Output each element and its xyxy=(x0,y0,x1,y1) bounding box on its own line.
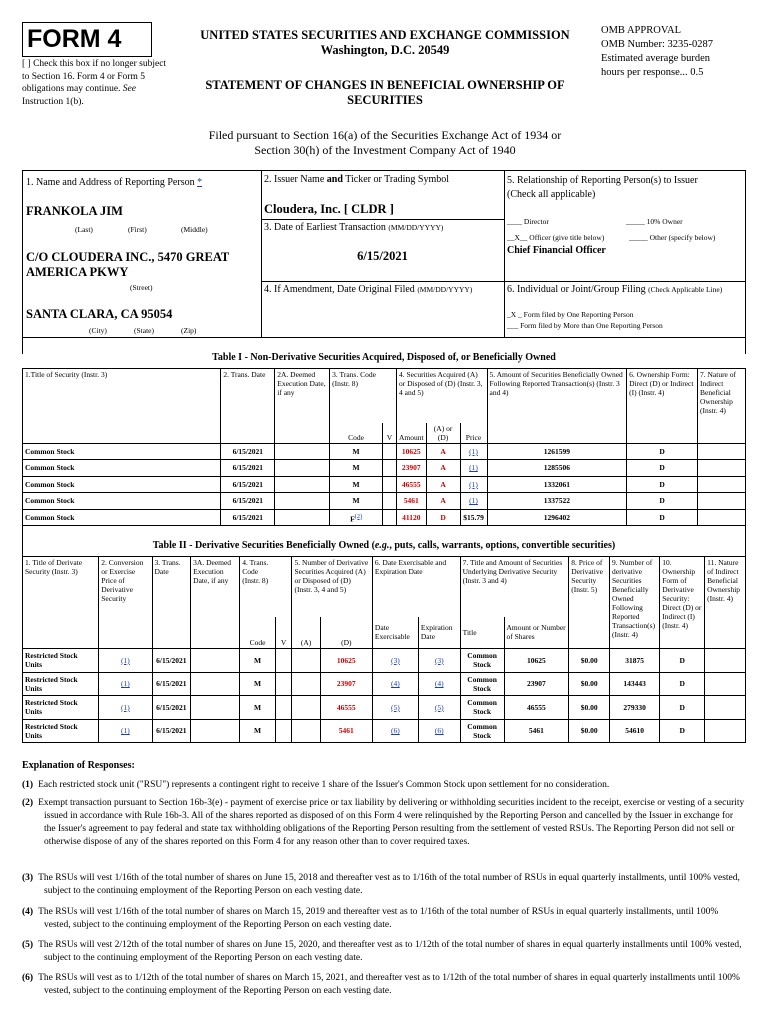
agency-line2: Washington, D.C. 20549 xyxy=(320,43,450,57)
footnote-link[interactable]: (6) xyxy=(434,726,444,736)
table1 xyxy=(22,368,746,526)
director-option[interactable]: ____ Director xyxy=(507,217,549,226)
table-row: Common Stock 6/15/2021 $F^{(2)}$ 41120 D $15.79 1296402 D xyxy=(23,509,746,526)
footnote-2: (2) Exempt transaction pursuant to Section 16b-3(e) - payment of exercise price or tax liability by delivering or withholding securities incident to the receipt, exercise or vesting of a security issued in accordance with Rule 16b-3. All of the shares reported as disposed of on this Form 4 were relinquished by the Reporting Person and cancelled by the Issuer in exchange for the Issuer's agreement to pay federal and state tax withholding obligations of the Reporting Person resulting from the settlement of vested RSUs. The Reporting Person did not sell or otherwise dispose of any of the shares reported on this Form 4 for any reason other than to cover required taxes. xyxy=(22,798,745,847)
footnote-link[interactable]: (4) xyxy=(434,679,444,689)
statement-line2: SECURITIES xyxy=(347,93,423,107)
checkbox-note-text: [ ] Check this box if no longer subject to Section 16. Form 4 or Form 5 obligations may continue. xyxy=(22,59,167,94)
t1-h-date: 2. Trans. Date xyxy=(221,369,275,444)
t2-h-price: 8. Price of Derivative Security (Instr. 5) xyxy=(569,557,610,649)
footnote-link[interactable]: (1) xyxy=(121,655,130,665)
footnote-link[interactable]: (1) xyxy=(121,679,130,689)
earliest-date-label: 3. Date of Earliest Transaction (MM/DD/YYYY) xyxy=(264,222,444,233)
t1-h-form: 6. Ownership Form: Direct (D) or Indirect (I) (Instr. 4) xyxy=(627,369,698,444)
t2-h-utitle: Title xyxy=(460,617,504,649)
t2-h-deemed: 3A. Deemed Execution Date, if any xyxy=(191,557,240,649)
t1-h-nature: 7. Nature of Indirect Beneficial Ownership (Instr. 4) xyxy=(697,369,745,444)
table-row: Common Stock 6/15/2021 M 10625 A (1) 1261599 D xyxy=(23,443,746,460)
statement-line1: STATEMENT OF CHANGES IN BENEFICIAL OWNERSHIP OF xyxy=(205,78,565,92)
t1-h-price: Price xyxy=(460,423,487,444)
t2-h-date-ex: Date Exercisable xyxy=(372,617,418,649)
state-label: (State) xyxy=(134,326,154,335)
filed-one-option[interactable]: _X _ Form filed by One Reporting Person xyxy=(507,310,634,319)
footnote-link[interactable]: (2) xyxy=(354,512,363,520)
other-option[interactable]: _____ Other (specify below) xyxy=(629,233,716,242)
omb-title: OMB APPROVAL xyxy=(601,25,682,36)
table-row: Restricted Stock Units (1) 6/15/2021 M 23907 (4) (4) Common Stock 23907 $0.00 143443 D xyxy=(23,672,746,696)
filed-line2: Section 30(h) of the Investment Company Act of 1940 xyxy=(254,143,516,157)
issuer-label: 2. Issuer Name and Ticker or Trading Symbol xyxy=(264,174,450,185)
table2-title: Table II - Derivative Securities Beneficially Owned (e.g., puts, calls, warrants, options, convertible securities) xyxy=(22,524,746,556)
footnote-link[interactable]: (5) xyxy=(434,702,444,712)
form-title: FORM 4 xyxy=(22,22,152,57)
t2-h-underlying: 7. Title and Amount of Securities Underlying Derivative Security (Instr. 3 and 4) xyxy=(460,557,569,617)
t2-h-d: (D) xyxy=(320,617,372,649)
reporting-address: C/O CLOUDERA INC., 5470 GREAT AMERICA PKWY xyxy=(26,250,230,279)
t1-h-acquired: 4. Securities Acquired (A) or Disposed of (D) (Instr. 3, 4 and 5) xyxy=(397,369,488,423)
footnote-link[interactable]: (1) xyxy=(121,702,130,712)
street-label: (Street) xyxy=(130,283,153,292)
t2-h-exp: Expiration Date xyxy=(418,617,460,649)
footnote-link[interactable]: (1) xyxy=(469,446,478,456)
first-label: (First) xyxy=(128,225,147,234)
filed-more-option[interactable]: ___ Form filed by More than One Reporting Person xyxy=(507,321,663,330)
footnote-link[interactable]: (1) xyxy=(469,496,478,506)
t2-h-exercisable: 6. Date Exercisable and Expiration Date xyxy=(372,557,460,617)
footnote-link[interactable]: (3) xyxy=(391,655,400,665)
table-row: Common Stock 6/15/2021 M 46555 A (1) 1332061 D xyxy=(23,476,746,493)
t2-h-code: 4. Trans. Code (Instr. 8) xyxy=(240,557,276,617)
table-row: Common Stock 6/15/2021 M 5461 A (1) 1337522 D xyxy=(23,493,746,510)
omb-approval xyxy=(601,24,761,80)
t1-h-code-sub: Code xyxy=(330,423,383,444)
footnote-link[interactable]: (1) xyxy=(469,463,478,473)
t2-h-date: 3. Trans. Date xyxy=(152,557,191,649)
table-row: Restricted Stock Units (1) 6/15/2021 M 46555 (5) (5) Common Stock 46555 $0.00 279330 D xyxy=(23,696,746,720)
relationship-label: 5. Relationship of Reporting Person(s) to Issuer (Check all applicable) xyxy=(507,175,698,200)
officer-title: Chief Financial Officer xyxy=(507,245,606,256)
city-label: (City) xyxy=(89,326,107,335)
filed-pursuant xyxy=(160,128,610,158)
t1-h-aord: (A) or (D) xyxy=(426,423,460,444)
checkbox-note xyxy=(22,58,172,108)
t2-h-owned: 9. Number of derivative Securities Beneficially Owned Following Reported Transaction(s) (Instr. 4) xyxy=(610,557,660,649)
t2-h-number: 5. Number of Derivative Securities Acquired (A) or Disposed of (D) (Instr. 3, 4 and 5) xyxy=(292,557,372,617)
t1-h-title: 1.Title of Security (Instr. 3) xyxy=(23,369,221,444)
footnote-6: (6) The RSUs will vest as to 1/12th of the total number of shares on March 15, 2021, and thereafter vest as to 1/12th of the total number of shares in equal quarterly installments until 100% vested, subject to the continuing employment of the Reporting Person on each vesting date. xyxy=(22,973,740,996)
t2-h-title: 1. Title of Derivate Security (Instr. 3) xyxy=(23,557,99,649)
agency-line1: UNITED STATES SECURITIES AND EXCHANGE COMMISSION xyxy=(200,28,570,42)
issuer-name: Cloudera, Inc. [ CLDR ] xyxy=(264,202,394,216)
reporting-city: SANTA CLARA, CA 95054 xyxy=(26,307,173,321)
t2-h-nature: 11. Nature of Indirect Beneficial Ownership (Instr. 4) xyxy=(705,557,746,649)
t2-h-uamount: Amount or Number of Shares xyxy=(504,617,569,649)
officer-option[interactable]: __X__ Officer (give title below) xyxy=(507,233,605,242)
footnote-5: (5) The RSUs will vest 2/12th of the total number of shares on June 15, 2020, and thereafter vest as to 1/12th of the total number of shares in equal quarterly installments until 100% vested, subject to the continuing employment of the Reporting Person on each vesting date. xyxy=(22,940,742,963)
amendment-label: 4. If Amendment, Date Original Filed (MM/DD/YYYY) xyxy=(264,284,473,295)
footnote-link[interactable]: (1) xyxy=(121,726,130,736)
footnote-4: (4) The RSUs will vest 1/16th of the total number of shares on March 15, 2019 and thereafter vest as to 1/16th of the total number of RSUs in equal quarterly installments, until 100% vested, subject to the continuing employment of the Reporting Person on each vesting date. xyxy=(22,907,719,930)
checkbox-note-see: See xyxy=(122,84,136,94)
reporting-block xyxy=(22,170,746,338)
table2 xyxy=(22,556,746,743)
earliest-date: 6/15/2021 xyxy=(357,249,408,263)
t1-h-code: 3. Trans. Code (Instr. 8) xyxy=(330,369,397,423)
footnote-3: (3) The RSUs will vest 1/16th of the total number of shares on June 15, 2018 and thereafter vest as to 1/16th of the total number of RSUs in equal quarterly installments, until 100% vested, subject to the continuing employment of the Reporting Person on each vesting date. xyxy=(22,873,740,896)
table-row: Restricted Stock Units (1) 6/15/2021 M 10625 (3) (3) Common Stock 10625 $0.00 31875 D xyxy=(23,649,746,673)
omb-number: OMB Number: 3235-0287 xyxy=(601,39,713,50)
footnote-link[interactable]: * xyxy=(197,177,203,188)
omb-burden2: hours per response... 0.5 xyxy=(601,67,704,78)
footnote-link[interactable]: (1) xyxy=(469,479,478,489)
omb-burden1: Estimated average burden xyxy=(601,53,711,64)
table-row: Restricted Stock Units (1) 6/15/2021 M 5461 (6) (6) Common Stock 5461 $0.00 54610 D xyxy=(23,719,746,743)
ten-pct-option[interactable]: _____ 10% Owner xyxy=(626,217,683,226)
t1-h-deemed: 2A. Deemed Execution Date, if any xyxy=(275,369,330,444)
t2-h-v: V xyxy=(275,617,292,649)
t2-h-form: 10. Ownership Form of Derivative Security: Direct (D) or Indirect (I) (Instr. 4) xyxy=(660,557,705,649)
footnote-link[interactable]: (6) xyxy=(391,726,400,736)
filing-type-label: 6. Individual or Joint/Group Filing (Check Applicable Line) xyxy=(507,284,723,295)
reporting-name: FRANKOLA JIM xyxy=(26,204,123,218)
t1-h-owned: 5. Amount of Securities Beneficially Owned Following Reported Transaction(s) (Instr. 3 and 4) xyxy=(487,369,627,444)
footnote-link[interactable]: (5) xyxy=(391,702,400,712)
footnote-1: (1) Each restricted stock unit ("RSU") represents a contingent right to receive 1 share of the Issuer's Common Stock upon settlement for no consideration. xyxy=(22,780,610,790)
t2-h-code-sub: Code xyxy=(240,617,276,649)
middle-label: (Middle) xyxy=(181,225,208,234)
t1-h-amount: Amount xyxy=(397,423,427,444)
t2-h-conv: 2. Conversion or Exercise Price of Derivative Security xyxy=(99,557,152,649)
table1-title: Table I - Non-Derivative Securities Acquired, Disposed of, or Beneficially Owned xyxy=(22,338,746,354)
footnote-link[interactable]: (3) xyxy=(434,655,444,665)
last-label: (Last) xyxy=(75,225,93,234)
table-row: Common Stock 6/15/2021 M 23907 A (1) 1285506 D xyxy=(23,460,746,477)
reporting-name-label: 1. Name and Address of Reporting Person * xyxy=(26,177,203,188)
explanation-heading: Explanation of Responses: xyxy=(22,760,135,771)
zip-label: (Zip) xyxy=(181,326,197,335)
footnote-link[interactable]: (4) xyxy=(391,679,400,689)
t2-h-a: (A) xyxy=(292,617,320,649)
filed-line1: Filed pursuant to Section 16(a) of the Securities Exchange Act of 1934 or xyxy=(208,128,562,142)
agency-title xyxy=(175,28,595,108)
t1-h-v: V xyxy=(383,423,397,444)
checkbox-note-end: Instruction 1(b). xyxy=(22,96,84,107)
